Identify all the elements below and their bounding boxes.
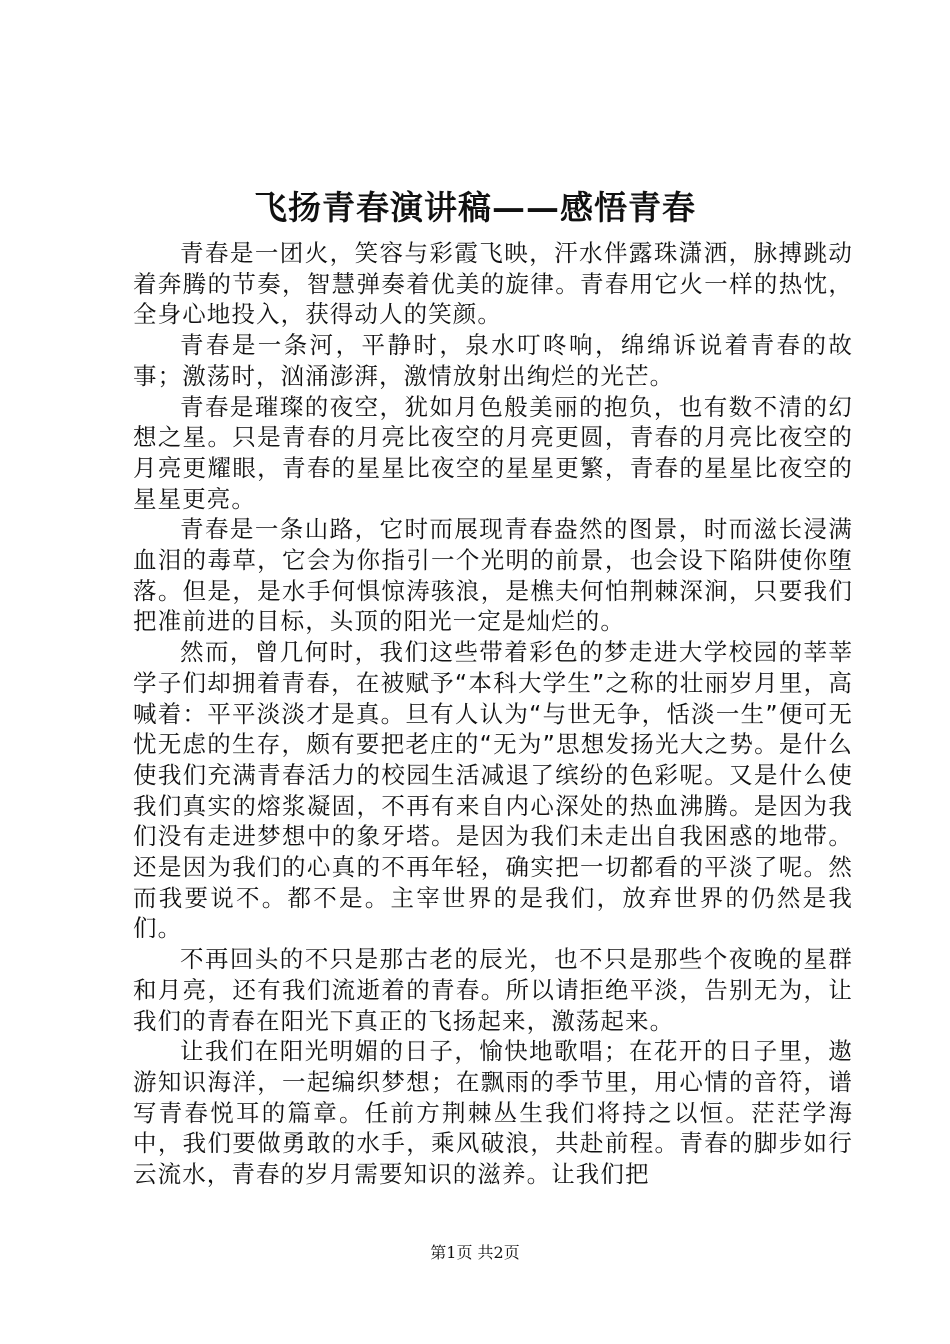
- paragraph-4: 青春是一条山路，它时而展现青春盎然的图景，时而滋长浸满血泪的毒草，它会为你指引一个光明的前景，也会设下陷阱使你堕落。但是，是水手何惧惊涛骇浪，是樵夫何怕荆棘深涧，只要我们把准前进的目标，头顶的阳光一定是灿烂的。: [133, 515, 853, 636]
- paragraph-1: 青春是一团火，笑容与彩霞飞映，汗水伴露珠潇洒，脉搏跳动着奔腾的节奏，智慧弹奏着优美的旋律。青春用它火一样的热忱，全身心地投入，获得动人的笑颜。: [133, 239, 853, 329]
- paragraph-5: 然而，曾几何时，我们这些带着彩色的梦走进大学校园的莘莘学子们却拥着青春，在被赋予“本科大学生”之称的壮丽岁月里，高喊着：平平淡淡才是真。旦有人认为“与世无争，恬淡一生”便可无忧无虑的生存，颇有要把老庄的“无为”思想发扬光大之势。是什么使我们充满青春活力的校园生活减退了缤纷的色彩呢。又是什么使我们真实的熔浆凝固，不再有来自内心深处的热血沸腾。是因为我们没有走进梦想中的象牙塔。是因为我们未走出自我困惑的地带。还是因为我们的心真的不再年轻，确实把一切都看的平淡了呢。然而我要说不。都不是。主宰世界的是我们，放弃世界的仍然是我们。: [133, 638, 853, 943]
- document-body: [133, 238, 853, 1190]
- paragraph-3: 青春是璀璨的夜空，犹如月色般美丽的抱负，也有数不清的幻想之星。只是青春的月亮比夜空的月亮更圆，青春的月亮比夜空的月亮更耀眼，青春的星星比夜空的星星更繁，青春的星星比夜空的星星更亮。: [133, 392, 853, 513]
- paragraph-7: 让我们在阳光明媚的日子，愉快地歌唱；在花开的日子里，遨游知识海洋，一起编织梦想；在飘雨的季节里，用心情的音符，谱写青春悦耳的篇章。任前方荆棘丛生我们将持之以恒。茫茫学海中，我们要做勇敢的水手，乘风破浪，共赴前程。青春的脚步如行云流水，青春的岁月需要知识的滋养。让我们把: [133, 1037, 853, 1189]
- page-number-footer: 第1页 共2页: [430, 1243, 520, 1262]
- paragraph-2: 青春是一条河，平静时，泉水叮咚响，绵绵诉说着青春的故事；激荡时，汹涌澎湃，激情放射出绚烂的光芒。: [133, 331, 853, 390]
- document-title: 飞扬青春演讲稿——感悟青春: [254, 188, 696, 227]
- paragraph-6: 不再回头的不只是那古老的辰光，也不只是那些个夜晚的星群和月亮，还有我们流逝着的青春。所以请拒绝平淡，告别无为，让我们的青春在阳光下真正的飞扬起来，激荡起来。: [133, 945, 853, 1035]
